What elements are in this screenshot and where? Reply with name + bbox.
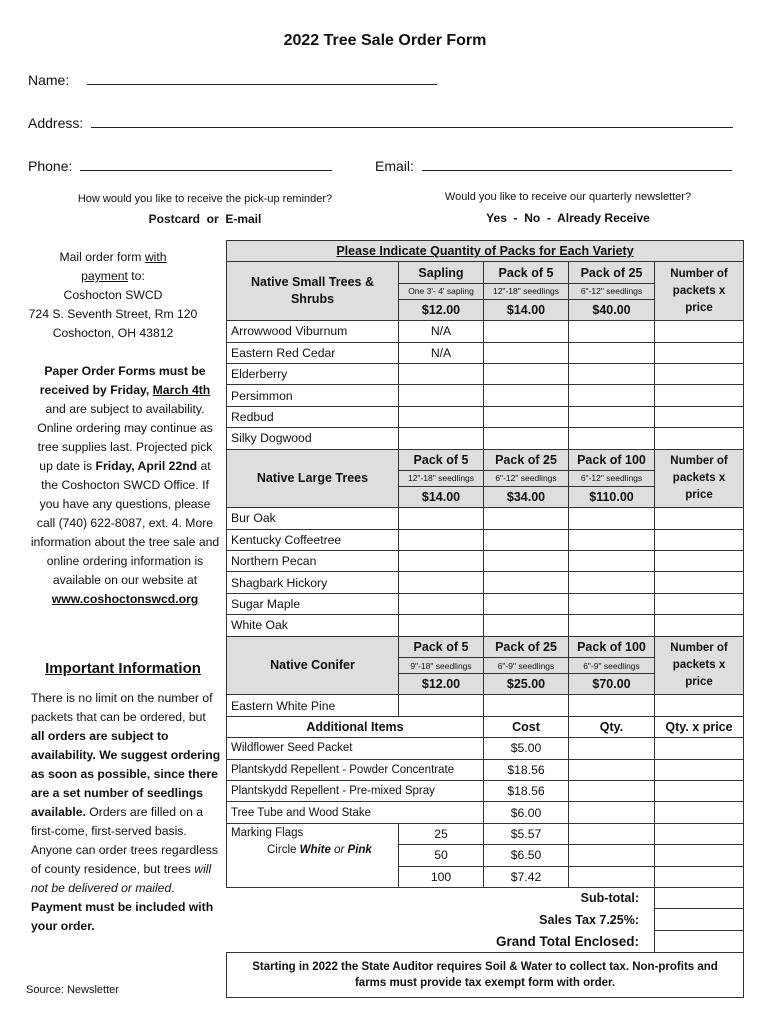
reminder-question: How would you like to receive the pick-up reminder? xyxy=(77,193,333,205)
table-row xyxy=(227,428,744,449)
item-cost: $18.56 xyxy=(484,780,569,801)
qty-cell[interactable] xyxy=(569,615,655,636)
conifer-number-col: Number of packets x price xyxy=(655,636,744,695)
reminder-options[interactable]: Postcard or E-mail xyxy=(148,212,262,226)
qty-price-header: Qty. x price xyxy=(655,716,744,737)
large-trees-title: Native Large Trees xyxy=(227,449,399,508)
table-row xyxy=(227,615,744,636)
conifer-col3-head: Pack of 100 xyxy=(569,636,655,657)
large-number-col: Number of packets x price xyxy=(655,449,744,508)
small-col3-sub: 6"-12" seedlings xyxy=(569,283,655,299)
phone-row xyxy=(28,158,332,174)
phone-label: Phone: xyxy=(28,158,73,174)
contact-text: at the Coshocton SWCD Office. If you have any questions, please call (740) 622-8087, ext. 4. More information about the tree sale and online ordering information is available on our website at xyxy=(30,459,220,587)
deadline-bold: Paper Order Forms must be received by Friday, xyxy=(39,364,206,397)
large-col1-head: Pack of 5 xyxy=(399,449,484,470)
qty-cell[interactable] xyxy=(399,363,484,384)
subtotal-row xyxy=(227,887,744,908)
large-col3-sub: 6"-12" seedlings xyxy=(569,470,655,486)
variety-name: Elderberry xyxy=(227,363,399,384)
deadline-text: and are subject to availability. Online ordering may continue as tree supplies last. Projected pick up date is xyxy=(37,402,213,473)
qty-cell[interactable] xyxy=(569,321,655,342)
qty-cell[interactable] xyxy=(569,508,655,529)
conifer-col1-price: $12.00 xyxy=(399,674,484,695)
conifer-col2-head: Pack of 25 xyxy=(484,636,569,657)
email-label: Email: xyxy=(375,158,414,174)
item-name: Plantskydd Repellent - Pre-mixed Spray xyxy=(227,780,484,801)
flag-count: 50 xyxy=(399,845,484,866)
deadline-date: March 4th xyxy=(152,383,211,397)
qty-cell[interactable] xyxy=(399,695,484,716)
qty-header: Qty. xyxy=(569,716,655,737)
flags-label: Marking Flags xyxy=(231,826,304,839)
small-col2-sub: 12"-18" seedlings xyxy=(484,283,569,299)
form-title: 2022 Tree Sale Order Form xyxy=(283,32,487,49)
total-cell[interactable] xyxy=(655,695,744,716)
table-row xyxy=(227,363,744,384)
large-col1-price: $14.00 xyxy=(399,486,484,507)
variety-name: Sugar Maple xyxy=(227,593,399,614)
flags-color-choice[interactable] xyxy=(231,844,394,856)
variety-name: Eastern White Pine xyxy=(227,695,399,716)
table-row xyxy=(227,695,744,716)
flag-cost: $6.50 xyxy=(484,845,569,866)
table-row xyxy=(227,321,744,342)
total-cell[interactable] xyxy=(655,363,744,384)
name-row xyxy=(28,72,437,88)
qty-cell[interactable] xyxy=(399,572,484,593)
mail-to: to: xyxy=(127,269,145,283)
qty-cell[interactable] xyxy=(569,695,655,716)
footer-row xyxy=(227,953,744,998)
qty-cell[interactable] xyxy=(569,572,655,593)
grand-total-row xyxy=(227,930,744,953)
table-row xyxy=(227,572,744,593)
large-col2-head: Pack of 25 xyxy=(484,449,569,470)
variety-name: White Oak xyxy=(227,615,399,636)
total-cell[interactable] xyxy=(655,823,744,844)
address-label: Address: xyxy=(28,115,84,131)
additional-title: Additional Items xyxy=(227,716,484,737)
qty-cell[interactable] xyxy=(399,529,484,550)
qty-cell[interactable] xyxy=(569,866,655,887)
qty-cell[interactable] xyxy=(484,321,569,342)
total-cell[interactable] xyxy=(655,780,744,801)
mail-text: Mail order form xyxy=(59,250,145,264)
qty-cell[interactable] xyxy=(484,529,569,550)
item-name: Wildflower Seed Packet xyxy=(227,738,484,759)
qty-cell[interactable] xyxy=(484,695,569,716)
table-row xyxy=(227,508,744,529)
total-cell[interactable] xyxy=(655,321,744,342)
qty-cell[interactable] xyxy=(569,759,655,780)
tax-label: Sales Tax 7.25%: xyxy=(227,909,655,930)
table-row xyxy=(227,823,744,844)
conifer-col2-price: $25.00 xyxy=(484,674,569,695)
important-text-2: Orders are filled on a first-come, first-served basis. Anyone can order trees regardless of county residence, but trees xyxy=(31,805,218,876)
payment-note: Payment must be included with your order. xyxy=(31,900,214,933)
variety-name: Kentucky Coffeetree xyxy=(227,529,399,550)
qty-cell[interactable] xyxy=(484,342,569,363)
qty-cell[interactable] xyxy=(484,551,569,572)
main-table-header: Please Indicate Quantity of Packs for Each Variety xyxy=(227,241,744,262)
important-italic: will not be delivered or mailed xyxy=(31,862,212,895)
deadline-paragraph xyxy=(30,362,220,609)
total-cell[interactable] xyxy=(655,572,744,593)
qty-cell[interactable] xyxy=(484,593,569,614)
table-header-row xyxy=(227,241,744,262)
total-cell[interactable] xyxy=(655,802,744,823)
small-trees-title: Native Small Trees & Shrubs xyxy=(227,262,399,321)
qty-cell[interactable] xyxy=(484,385,569,406)
mail-address-block xyxy=(0,248,226,343)
source-note: Source: Newsletter xyxy=(26,984,119,996)
qty-cell[interactable] xyxy=(569,845,655,866)
flag-count: 100 xyxy=(399,866,484,887)
qty-cell-na: N/A xyxy=(399,342,484,363)
total-cell[interactable] xyxy=(655,866,744,887)
flags-pink[interactable]: Pink xyxy=(347,843,372,856)
total-cell[interactable] xyxy=(655,385,744,406)
street-address: 724 S. Seventh Street, Rm 120 xyxy=(28,307,198,321)
tax-cell[interactable] xyxy=(655,909,744,930)
important-paragraph xyxy=(31,689,221,936)
table-row xyxy=(227,593,744,614)
small-col2-price: $14.00 xyxy=(484,299,569,320)
qty-cell[interactable] xyxy=(569,529,655,550)
email-row xyxy=(375,158,732,174)
subtotal-label: Sub-total: xyxy=(227,887,655,908)
total-cell[interactable] xyxy=(655,529,744,550)
tax-notice: Starting in 2022 the State Auditor requires Soil & Water to collect tax. Non-profits and farms must provide tax exempt form with order. xyxy=(227,953,744,998)
item-name: Plantskydd Repellent - Powder Concentrate xyxy=(227,759,484,780)
newsletter-question: Would you like to receive our quarterly newsletter? xyxy=(444,191,692,203)
table-row xyxy=(227,738,744,759)
total-cell[interactable] xyxy=(655,759,744,780)
table-row xyxy=(227,406,744,427)
name-label: Name: xyxy=(28,72,70,88)
qty-cell[interactable] xyxy=(569,428,655,449)
variety-name: Arrowwood Viburnum xyxy=(227,321,399,342)
qty-cell[interactable] xyxy=(569,593,655,614)
table-row xyxy=(227,780,744,801)
grand-total-label: Grand Total Enclosed: xyxy=(227,930,655,953)
flag-cost: $5.57 xyxy=(484,823,569,844)
flags-white[interactable]: White xyxy=(299,843,331,856)
large-col1-sub: 12"-18" seedlings xyxy=(399,470,484,486)
item-name: Tree Tube and Wood Stake xyxy=(227,802,484,823)
qty-cell[interactable] xyxy=(484,406,569,427)
variety-name: Bur Oak xyxy=(227,508,399,529)
phone-field[interactable] xyxy=(80,158,332,171)
website-link[interactable]: www.coshoctonswcd.org xyxy=(51,592,199,606)
conifer-col1-sub: 9"-18" seedlings xyxy=(399,658,484,674)
total-cell[interactable] xyxy=(655,845,744,866)
small-col3-price: $40.00 xyxy=(569,299,655,320)
flag-count: 25 xyxy=(399,823,484,844)
qty-cell[interactable] xyxy=(484,363,569,384)
item-cost: $6.00 xyxy=(484,802,569,823)
tax-row xyxy=(227,909,744,930)
total-cell[interactable] xyxy=(655,342,744,363)
total-cell[interactable] xyxy=(655,508,744,529)
total-cell[interactable] xyxy=(655,406,744,427)
pickup-date: Friday, April 22nd xyxy=(95,459,198,473)
variety-name: Silky Dogwood xyxy=(227,428,399,449)
qty-cell[interactable] xyxy=(399,508,484,529)
email-field[interactable] xyxy=(422,158,732,171)
qty-cell[interactable] xyxy=(484,508,569,529)
conifer-col3-sub: 6"-9" seedlings xyxy=(569,658,655,674)
small-col3-head: Pack of 25 xyxy=(569,262,655,283)
qty-cell[interactable] xyxy=(569,406,655,427)
mail-payment: payment xyxy=(81,269,128,283)
total-cell[interactable] xyxy=(655,428,744,449)
subtotal-cell[interactable] xyxy=(655,887,744,908)
variety-name: Shagbark Hickory xyxy=(227,572,399,593)
qty-cell[interactable] xyxy=(569,385,655,406)
conifer-col2-sub: 6"-9" seedlings xyxy=(484,658,569,674)
qty-cell[interactable] xyxy=(399,428,484,449)
large-col3-price: $110.00 xyxy=(569,486,655,507)
small-col1-head: Sapling xyxy=(399,262,484,283)
qty-cell[interactable] xyxy=(399,615,484,636)
small-number-col: Number of packets x price xyxy=(655,262,744,321)
total-cell[interactable] xyxy=(655,593,744,614)
qty-cell[interactable] xyxy=(484,428,569,449)
mail-with: with xyxy=(144,250,167,264)
important-bold-1: all orders are subject to availability. We suggest ordering as soon as possible, since there are a set number of seedlings available. xyxy=(31,729,221,819)
total-cell[interactable] xyxy=(655,551,744,572)
total-cell[interactable] xyxy=(655,738,744,759)
variety-name: Eastern Red Cedar xyxy=(227,342,399,363)
qty-cell[interactable] xyxy=(399,551,484,572)
table-row xyxy=(227,802,744,823)
conifer-title: Native Conifer xyxy=(227,636,399,695)
cost-header: Cost xyxy=(484,716,569,737)
item-cost: $5.00 xyxy=(484,738,569,759)
large-col3-head: Pack of 100 xyxy=(569,449,655,470)
grand-total-cell[interactable] xyxy=(655,930,744,953)
address-field[interactable] xyxy=(91,115,733,128)
table-row xyxy=(227,551,744,572)
qty-cell[interactable] xyxy=(399,406,484,427)
org-name: Coshocton SWCD xyxy=(63,288,163,302)
flags-circle: Circle xyxy=(267,843,300,856)
qty-cell[interactable] xyxy=(569,551,655,572)
important-text-1: There is no limit on the number of packets that can be ordered, but xyxy=(31,691,213,724)
address-row xyxy=(28,115,733,131)
table-row xyxy=(227,529,744,550)
qty-cell[interactable] xyxy=(399,593,484,614)
table-row xyxy=(227,385,744,406)
large-col2-sub: 6"-12" seedlings xyxy=(484,470,569,486)
small-col2-head: Pack of 5 xyxy=(484,262,569,283)
qty-cell[interactable] xyxy=(569,802,655,823)
qty-cell[interactable] xyxy=(399,385,484,406)
qty-cell[interactable] xyxy=(569,823,655,844)
small-col1-sub: One 3'- 4' sapling xyxy=(399,283,484,299)
conifer-col1-head: Pack of 5 xyxy=(399,636,484,657)
qty-cell[interactable] xyxy=(484,572,569,593)
qty-cell[interactable] xyxy=(569,738,655,759)
variety-name: Northern Pecan xyxy=(227,551,399,572)
table-row xyxy=(227,759,744,780)
qty-cell[interactable] xyxy=(569,342,655,363)
flags-or: or xyxy=(330,843,348,856)
qty-cell[interactable] xyxy=(569,363,655,384)
variety-name: Persimmon xyxy=(227,385,399,406)
additional-header-row xyxy=(227,716,744,737)
large-col2-price: $34.00 xyxy=(484,486,569,507)
small-col1-price: $12.00 xyxy=(399,299,484,320)
qty-cell-na: N/A xyxy=(399,321,484,342)
marking-flags-cell xyxy=(227,823,399,887)
city-address: Coshocton, OH 43812 xyxy=(52,326,174,340)
important-title: Important Information xyxy=(45,660,201,677)
flag-cost: $7.42 xyxy=(484,866,569,887)
name-field[interactable] xyxy=(87,72,437,85)
newsletter-options[interactable]: Yes - No - Already Receive xyxy=(486,211,650,225)
qty-cell[interactable] xyxy=(484,615,569,636)
important-text-3: . xyxy=(171,881,175,895)
order-table xyxy=(226,240,744,998)
qty-cell[interactable] xyxy=(569,780,655,801)
total-cell[interactable] xyxy=(655,615,744,636)
table-row xyxy=(227,342,744,363)
item-cost: $18.56 xyxy=(484,759,569,780)
conifer-col3-price: $70.00 xyxy=(569,674,655,695)
variety-name: Redbud xyxy=(227,406,399,427)
